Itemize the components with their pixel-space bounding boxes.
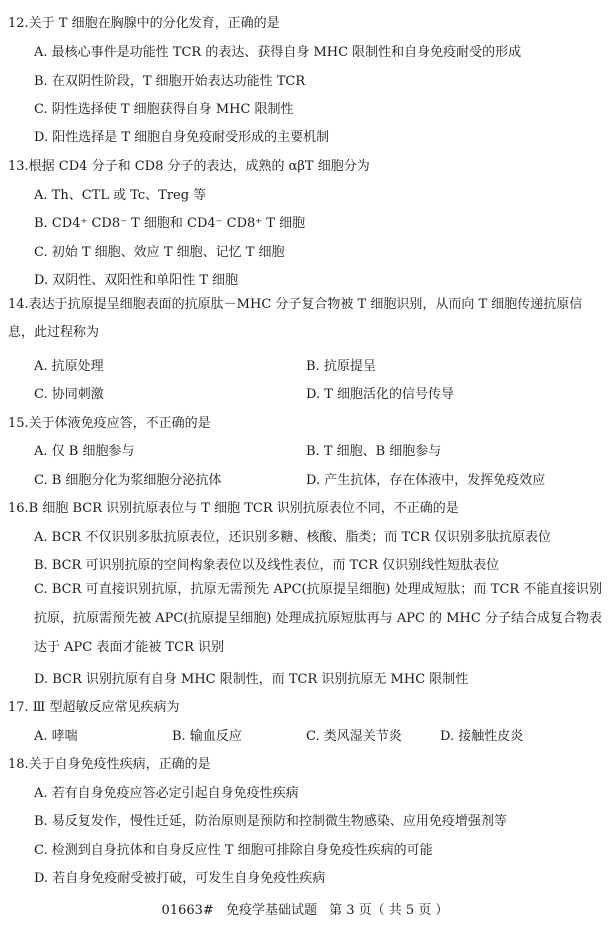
- question-17-option-c: C. 类风湿关节炎: [306, 729, 402, 744]
- question-14-option-b: B. 抗原提呈: [306, 359, 376, 374]
- question-18-option-b: B. 易反复发作，慢性迁延，防治原则是预防和控制微生物感染、应用免疫增强剂等: [34, 814, 507, 829]
- question-12-option-b: B. 在双阴性阶段，T 细胞开始表达功能性 TCR: [34, 74, 306, 89]
- footer-page-number: 第 3 页（ 共 5 页 ）: [329, 903, 449, 918]
- question-15-option-b: B. T 细胞、B 细胞参与: [306, 444, 442, 459]
- question-18-option-d: D. 若自身免疫耐受被打破，可发生自身免疫性疾病: [34, 871, 326, 886]
- question-17-option-b: B. 输血反应: [172, 729, 242, 744]
- page-footer: [0, 899, 610, 918]
- question-13-option-c: C. 初始 T 细胞、效应 T 细胞、记忆 T 细胞: [34, 245, 285, 260]
- question-17-option-a: A. 哮喘: [34, 729, 78, 744]
- question-14-stem: 14.表达于抗原提呈细胞表面的抗原肽－MHC 分子复合物被 T 细胞识别，从而向 T 细胞传递抗原信息，此过程称为: [8, 297, 583, 340]
- question-12-option-a: A. 最核心事件是功能性 TCR 的表达、获得自身 MHC 限制性和自身免疫耐受的形成: [34, 45, 522, 60]
- question-18-option-a: A. 若有自身免疫应答必定引起自身免疫性疾病: [34, 786, 299, 801]
- question-15-stem: 15.关于体液免疫应答，不正确的是: [8, 416, 211, 431]
- question-16-option-d: D. BCR 识别抗原有自身 MHC 限制性，而 TCR 识别抗原无 MHC 限制性: [34, 672, 469, 687]
- question-18-option-c: C. 检测到自身抗体和自身反应性 T 细胞可排除自身免疫性疾病的可能: [34, 843, 433, 858]
- question-15-option-c: C. B 细胞分化为浆细胞分泌抗体: [34, 473, 222, 488]
- question-14-option-c: C. 协同刺激: [34, 387, 104, 402]
- question-17-option-d: D. 接触性皮炎: [440, 729, 524, 744]
- question-13-option-a: A. Th、CTL 或 Tc、Treg 等: [34, 188, 207, 203]
- footer-exam-code: 01663#: [161, 903, 214, 918]
- question-12-option-d: D. 阳性选择是 T 细胞自身免疫耐受形成的主要机制: [34, 130, 330, 145]
- question-13-stem: 13.根据 CD4 分子和 CD8 分子的表达，成熟的 αβT 细胞分为: [8, 159, 370, 174]
- question-16-stem: 16.B 细胞 BCR 识别抗原表位与 T 细胞 TCR 识别抗原表位不同，不正确的是: [8, 501, 459, 516]
- question-16-option-c: C. BCR 可直接识别抗原，抗原无需预先 APC(抗原提呈细胞) 处理成短肽；而 TCR 不能直接识别抗原，抗原需预先被 APC(抗原提呈细胞) 处理成抗原短肽再与 APC 的 MHC 分子结合成复合物表达于 APC 表面才能被 TCR 识别: [34, 582, 602, 655]
- question-15-option-d: D. 产生抗体，存在体液中，发挥免疫效应: [306, 473, 546, 488]
- question-15-option-a: A. 仅 B 细胞参与: [34, 444, 135, 459]
- question-16-option-a: A. BCR 不仅识别多肽抗原表位，还识别多糖、核酸、脂类；而 TCR 仅识别多肽抗原表位: [34, 530, 551, 545]
- question-13-option-d: D. 双阴性、双阳性和单阳性 T 细胞: [34, 273, 239, 288]
- question-18-stem: 18.关于自身免疫性疾病，正确的是: [8, 757, 211, 772]
- question-12-stem: 12.关于 T 细胞在胸腺中的分化发育，正确的是: [8, 16, 280, 31]
- question-14-option-a: A. 抗原处理: [34, 359, 104, 374]
- question-16-option-b: B. BCR 可识别抗原的空间构象表位以及线性表位，而 TCR 仅识别线性短肽表位: [34, 558, 500, 573]
- question-14-option-d: D. T 细胞活化的信号传导: [306, 387, 455, 402]
- footer-exam-title: 免疫学基础试题: [225, 903, 317, 918]
- question-12-option-c: C. 阴性选择使 T 细胞获得自身 MHC 限制性: [34, 102, 294, 117]
- question-13-option-b: B. CD4⁺ CD8⁻ T 细胞和 CD4⁻ CD8⁺ T 细胞: [34, 216, 306, 231]
- question-17-stem: 17. Ⅲ 型超敏反应常见疾病为: [8, 700, 180, 715]
